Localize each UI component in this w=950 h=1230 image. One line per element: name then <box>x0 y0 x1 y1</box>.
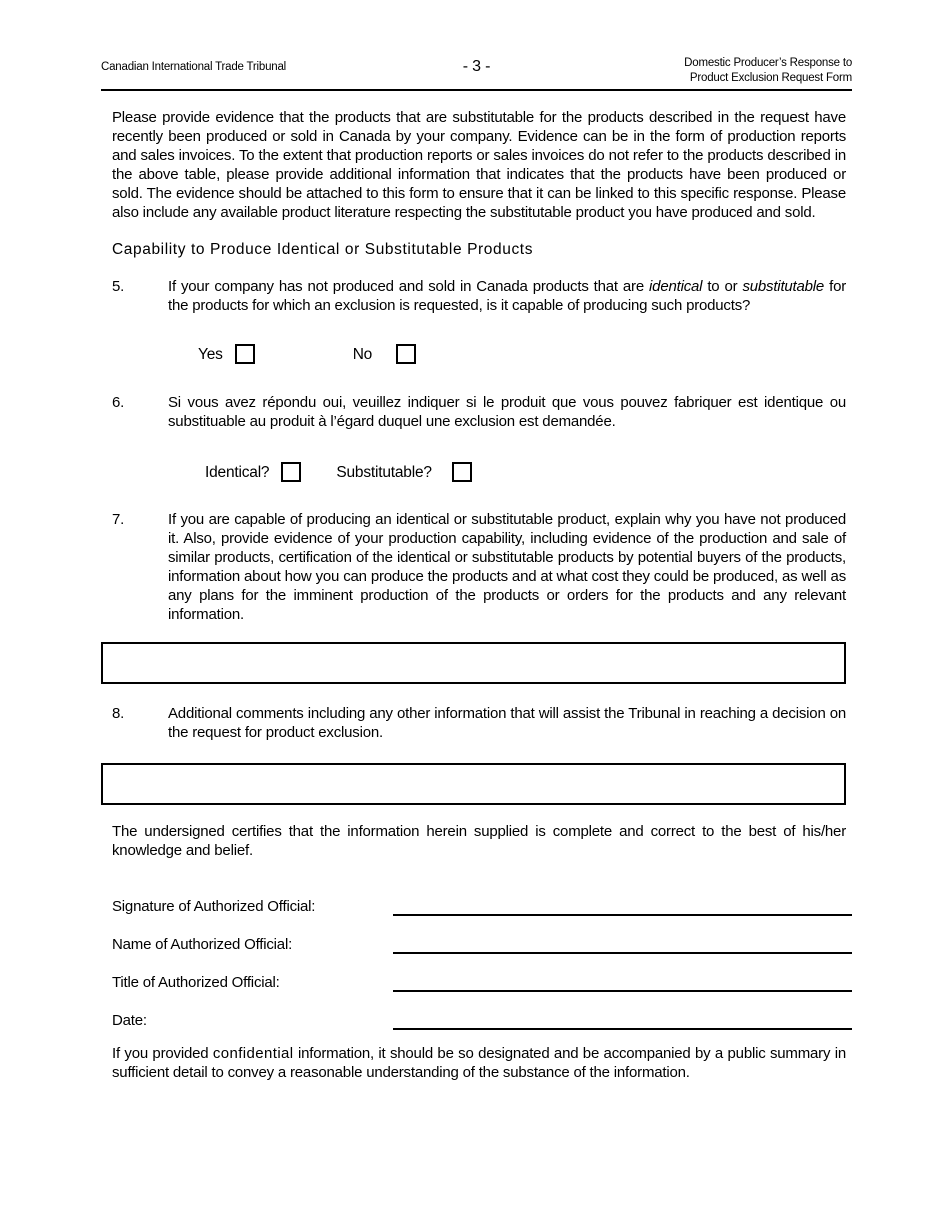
question-5-text: If your company has not produced and sold in Canada products that are identical to or substitutable for the products for which an exclusion is requested, is it capable of producing such products? <box>168 278 847 314</box>
name-of-official-label: Name of Authorized Official: <box>112 936 293 953</box>
question-7-text: If you are capable of producing an identical or substitutable product, explain why you have not produced it. Also, provide evidence of your production capability, including evidence of the production and sale of similar products, certification of the identical or substitutable products by potential buyers of the products, information about how you can produce the products and at what cost they could be produced, as well as any plans for the imminent production of the products or orders for the products and any relevant information. <box>168 511 846 623</box>
name-line[interactable] <box>393 930 852 954</box>
header-form-title-line2: Product Exclusion Request Form <box>689 72 853 84</box>
identical-label: Identical? <box>205 463 270 481</box>
signature-line[interactable] <box>393 892 852 916</box>
question-8-response-box[interactable] <box>101 763 846 805</box>
date-line[interactable] <box>393 1006 852 1030</box>
evidence-instructions-paragraph: Please provide evidence that the products that are substitutable for the products described in the request have recently been produced or sold in Canada by your company. Evidence can be in the form of production reports and sales invoices. To the extent that production reports or sales invoices do not refer to the products described in the above table, please provide additional information that indicates that the products have been produced or sold. The evidence should be attached to this form to ensure that it can be linked to this specific response. Please also include any available product literature respecting the substitutable product you have produced and sold. <box>112 109 846 221</box>
page-header <box>101 56 852 91</box>
italic-identical: identical <box>649 278 703 295</box>
italic-substitutable: substitutable <box>742 278 825 295</box>
name-row <box>112 930 846 954</box>
question-5-options-row <box>112 344 846 364</box>
question-8 <box>112 704 846 742</box>
substitutable-label: Substitutable? <box>336 463 432 481</box>
substitutable-checkbox[interactable] <box>452 462 472 482</box>
yes-label: Yes <box>198 345 223 363</box>
section-heading-capability: Capability to Produce Identical or Substitutable Products <box>112 241 534 258</box>
no-checkbox[interactable] <box>396 344 416 364</box>
page-number: - 3 - <box>462 58 491 75</box>
question-6-number: 6. <box>112 394 125 411</box>
question-7-number: 7. <box>112 511 125 528</box>
identical-checkbox[interactable] <box>281 462 301 482</box>
header-org-title: Canadian International Trade Tribunal <box>101 61 287 73</box>
header-form-title <box>490 56 852 86</box>
signature-row <box>112 892 846 916</box>
question-8-text: Additional comments including any other information that will assist the Tribunal in reaching a decision on the request for product exclusion. <box>168 705 846 741</box>
question-6-options-row <box>112 462 846 482</box>
title-row <box>112 968 846 992</box>
signature-block <box>112 892 846 1030</box>
header-form-title-line1: Domestic Producer’s Response to <box>684 57 853 69</box>
confidential-information-note: If you provided confidential information, it should be so designated and be accompanied by a public summary in sufficient detail to convey a reasonable understanding of the substance of the information. <box>112 1045 846 1081</box>
date-row <box>112 1006 846 1030</box>
question-6-text: Si vous avez répondu oui, veuillez indiquer si le produit que vous pouvez fabriquer est identique ou substituable au produit à l’égard duquel une exclusion est demandée. <box>168 394 846 430</box>
signature-of-official-label: Signature of Authorized Official: <box>112 898 316 915</box>
yes-checkbox[interactable] <box>235 344 255 364</box>
question-8-number: 8. <box>112 705 125 722</box>
title-line[interactable] <box>393 968 852 992</box>
question-7 <box>112 510 846 624</box>
question-6 <box>112 393 846 431</box>
question-5-number: 5. <box>112 278 125 295</box>
question-5 <box>112 277 846 315</box>
title-of-official-label: Title of Authorized Official: <box>112 974 280 991</box>
confidential-word: confidential <box>212 1045 294 1062</box>
date-label: Date: <box>112 1012 147 1029</box>
question-7-response-box[interactable] <box>101 642 846 684</box>
certification-statement: The undersigned certifies that the information herein supplied is complete and correct to the best of his/her knowledge and belief. <box>112 823 846 859</box>
no-label: No <box>352 345 373 363</box>
